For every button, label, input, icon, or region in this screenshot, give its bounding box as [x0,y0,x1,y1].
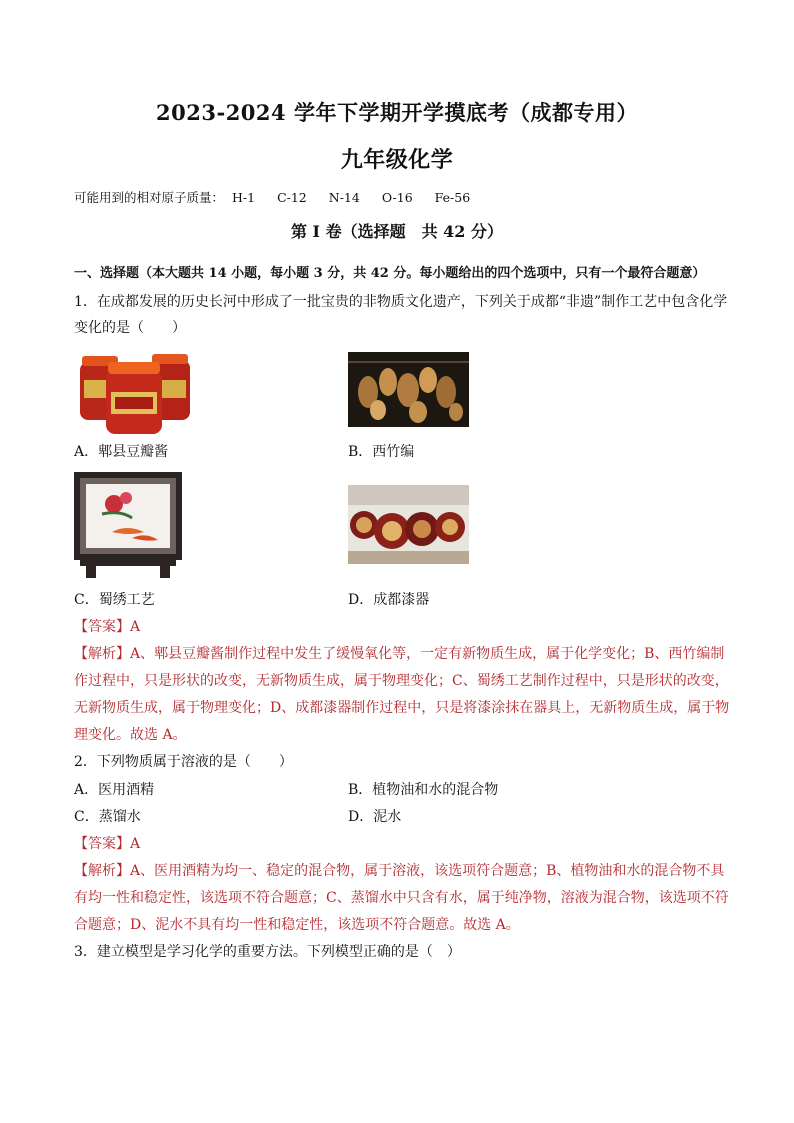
q2-option-c: C．蒸馏水 [74,809,141,825]
q2-option-d: D．泥水 [348,809,402,825]
q2-stem: 2．下列物质属于溶液的是（ ） [74,754,293,770]
lacquerware-image [348,485,469,564]
q2-option-a: A．医用酒精 [74,782,155,798]
atomic-mass-fe: Fe-56 [434,190,471,205]
bean-paste-jars-image [76,350,192,434]
q1-analysis-line2: 作过程中，只是形状的改变，无新物质生成，属于物理变化；C、蜀绣工艺制作过程中，只是形状的改变， [74,673,729,689]
atomic-mass-h: H-1 [232,190,256,205]
q1-option-c: C．蜀绣工艺 [74,592,155,608]
q1-option-d: D．成都漆器 [348,592,430,608]
bamboo-weaving-image [348,352,469,427]
q2-analysis-line3: 合题意；D、泥水不具有均一性和稳定性，该选项不符合题意。故选 A。 [74,917,520,933]
atomic-mass-n: N-14 [328,190,360,205]
q1-answer: 【答案】A [74,619,141,635]
q1-analysis-line4: 理变化。故选 A。 [74,727,187,743]
q2-option-b: B．植物油和水的混合物 [348,782,499,798]
exam-subtitle: 九年级化学 [340,147,454,173]
part-heading: 一、选择题（本大题共 14 小题，每小题 3 分，共 42 分。每小题给出的四个选项中，只有一个最符合题意） [74,266,706,281]
q1-option-a: A．郫县豆瓣酱 [74,444,169,460]
q3-stem: 3．建立模型是学习化学的重要方法。下列模型正确的是（ ） [74,944,461,960]
atomic-mass-o: O-16 [381,190,413,205]
q1-option-b: B．西竹编 [348,444,415,460]
atomic-mass-c: C-12 [277,190,307,205]
q2-answer: 【答案】A [74,836,141,852]
exam-title: 2023-2024 学年下学期开学摸底考（成都专用） [156,100,638,125]
q1-analysis-line1: 【解析】A、郫县豆瓣酱制作过程中发生了缓慢氧化等，一定有新物质生成，属于化学变化；B、西竹编制 [74,646,725,662]
q1-stem-line1: 1．在成都发展的历史长河中形成了一批宝贵的非物质文化遗产，下列关于成都“非遗”制作工艺中包含化学 [74,294,728,310]
atomic-masses [74,188,488,206]
atomic-masses-label: 可能用到的相对原子质量： [74,190,225,205]
q2-analysis-line2: 有均一性和稳定性，该选项不符合题意；C、蒸馏水中只含有水，属于纯净物，溶液为混合物，该选项不符 [74,890,729,906]
q1-stem-line2: 变化的是（ ） [74,320,186,336]
q2-analysis-line1: 【解析】A、医用酒精为均一、稳定的混合物，属于溶液，该选项符合题意；B、植物油和水的混合物不具 [74,863,725,879]
section-title: 第 I 卷（选择题 共 42 分） [290,222,504,241]
q1-analysis-line3: 无新物质生成，属于物理变化；D、成都漆器制作过程中，只是将漆涂抹在器具上，无新物质生成，属于物 [74,700,730,716]
shu-embroidery-screen-image [72,470,184,580]
